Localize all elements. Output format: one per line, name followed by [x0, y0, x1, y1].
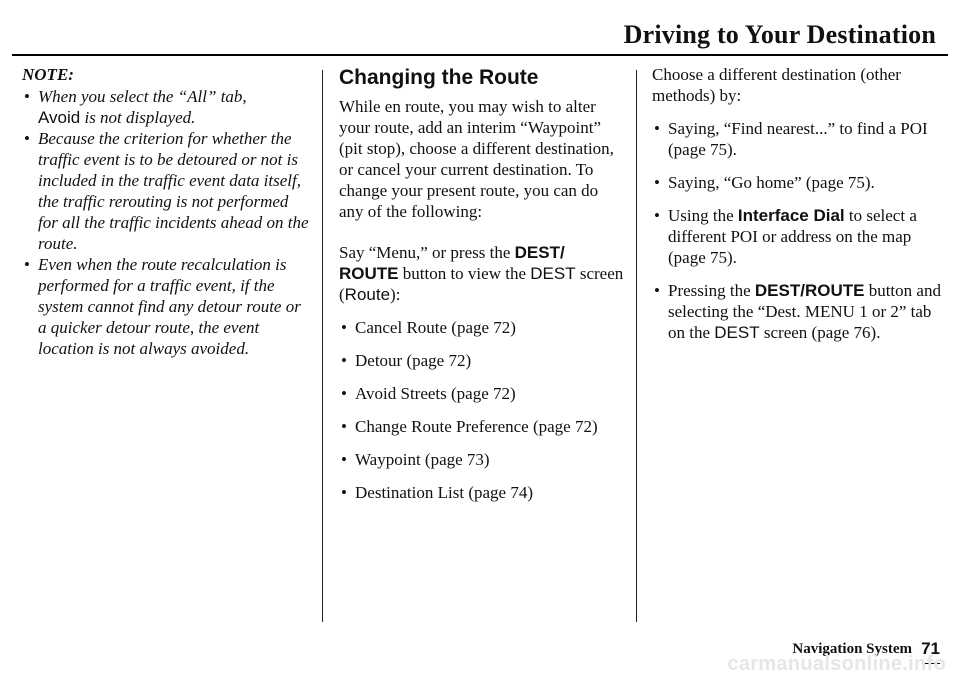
- list-item: • Destination List (page 74): [339, 482, 624, 503]
- intro-paragraph: While en route, you may wish to alter your route, add an interim “Waypoint” (pit stop), choose a different destination, or cancel your current destination. To change your present route, you can do any of the following:: [339, 97, 614, 221]
- list-item-text: Pressing the: [668, 281, 751, 300]
- list-item: • Change Route Preference (page 72): [339, 416, 624, 437]
- page-number: 71: [921, 639, 940, 658]
- interface-dial-label: Interface Dial: [737, 206, 845, 225]
- instruction-paragraph: [339, 242, 624, 305]
- list-item: • Waypoint (page 73): [339, 449, 624, 470]
- changing-route-column: [339, 64, 624, 503]
- note-item: [22, 86, 312, 128]
- instruction-text: screen (: [339, 264, 624, 304]
- dest-screen-label: DEST: [530, 264, 576, 283]
- list-item-text: screen (page 76).: [763, 323, 881, 342]
- section-heading: Changing the Route: [339, 66, 539, 89]
- column-divider-left: [322, 70, 323, 622]
- note-heading: NOTE:: [22, 65, 74, 84]
- list-item: • Avoid Streets (page 72): [339, 383, 624, 404]
- list-item: • Saying, “Go home” (page 75).: [652, 172, 948, 193]
- avoid-tab-label: Avoid: [38, 108, 81, 127]
- note-item: • Even when the route recalculation is performed for a traffic event, if the system cannot find any detour route or a quicker detour route, the event location is not always avoided.: [22, 254, 312, 359]
- intro-paragraph: Choose a different destination (other methods) by:: [652, 65, 901, 105]
- instruction-text: button to view the: [402, 264, 526, 283]
- footer-section-title: Navigation System: [792, 641, 912, 657]
- route-tab-label: Route: [344, 285, 391, 304]
- list-item: • Detour (page 72): [339, 350, 624, 371]
- instruction-text: Say “Menu,” or press the: [339, 243, 511, 262]
- list-item: [652, 280, 948, 343]
- column-divider-right: [636, 70, 637, 622]
- route-options-list: [339, 317, 624, 503]
- header-rule: [12, 54, 948, 56]
- note-item-text: is not displayed.: [84, 108, 196, 127]
- list-item: • Cancel Route (page 72): [339, 317, 624, 338]
- note-list: [22, 86, 312, 359]
- list-item-text: button and selecting the “Dest. MENU 1 or 2” tab on the: [668, 281, 941, 342]
- watermark: carmanualsonline.info: [727, 653, 946, 675]
- list-item-text: to select a different POI or address on the map (page 75).: [668, 206, 917, 267]
- note-column: [22, 64, 312, 359]
- note-item: • Because the criterion for whether the traffic event is to be detoured or not is included in the traffic event data itself, the traffic rerouting is not performed for all the traffic incidents ahead on the route.: [22, 128, 312, 254]
- instruction-text: ):: [390, 285, 401, 304]
- dest-screen-label: DEST: [714, 323, 760, 342]
- dest-route-button-label: DEST/ ROUTE: [339, 243, 565, 283]
- list-item: [652, 205, 948, 268]
- destination-methods-list: [652, 118, 948, 343]
- list-item: • Saying, “Find nearest...” to find a POI (page 75).: [652, 118, 948, 160]
- note-item-text: When you select the “All” tab,: [38, 87, 247, 106]
- dest-route-button-label: DEST/ROUTE: [754, 281, 865, 300]
- destination-methods-column: [652, 64, 948, 343]
- page-title: Driving to Your Destination: [623, 20, 936, 49]
- list-item-text: Using the: [668, 206, 734, 225]
